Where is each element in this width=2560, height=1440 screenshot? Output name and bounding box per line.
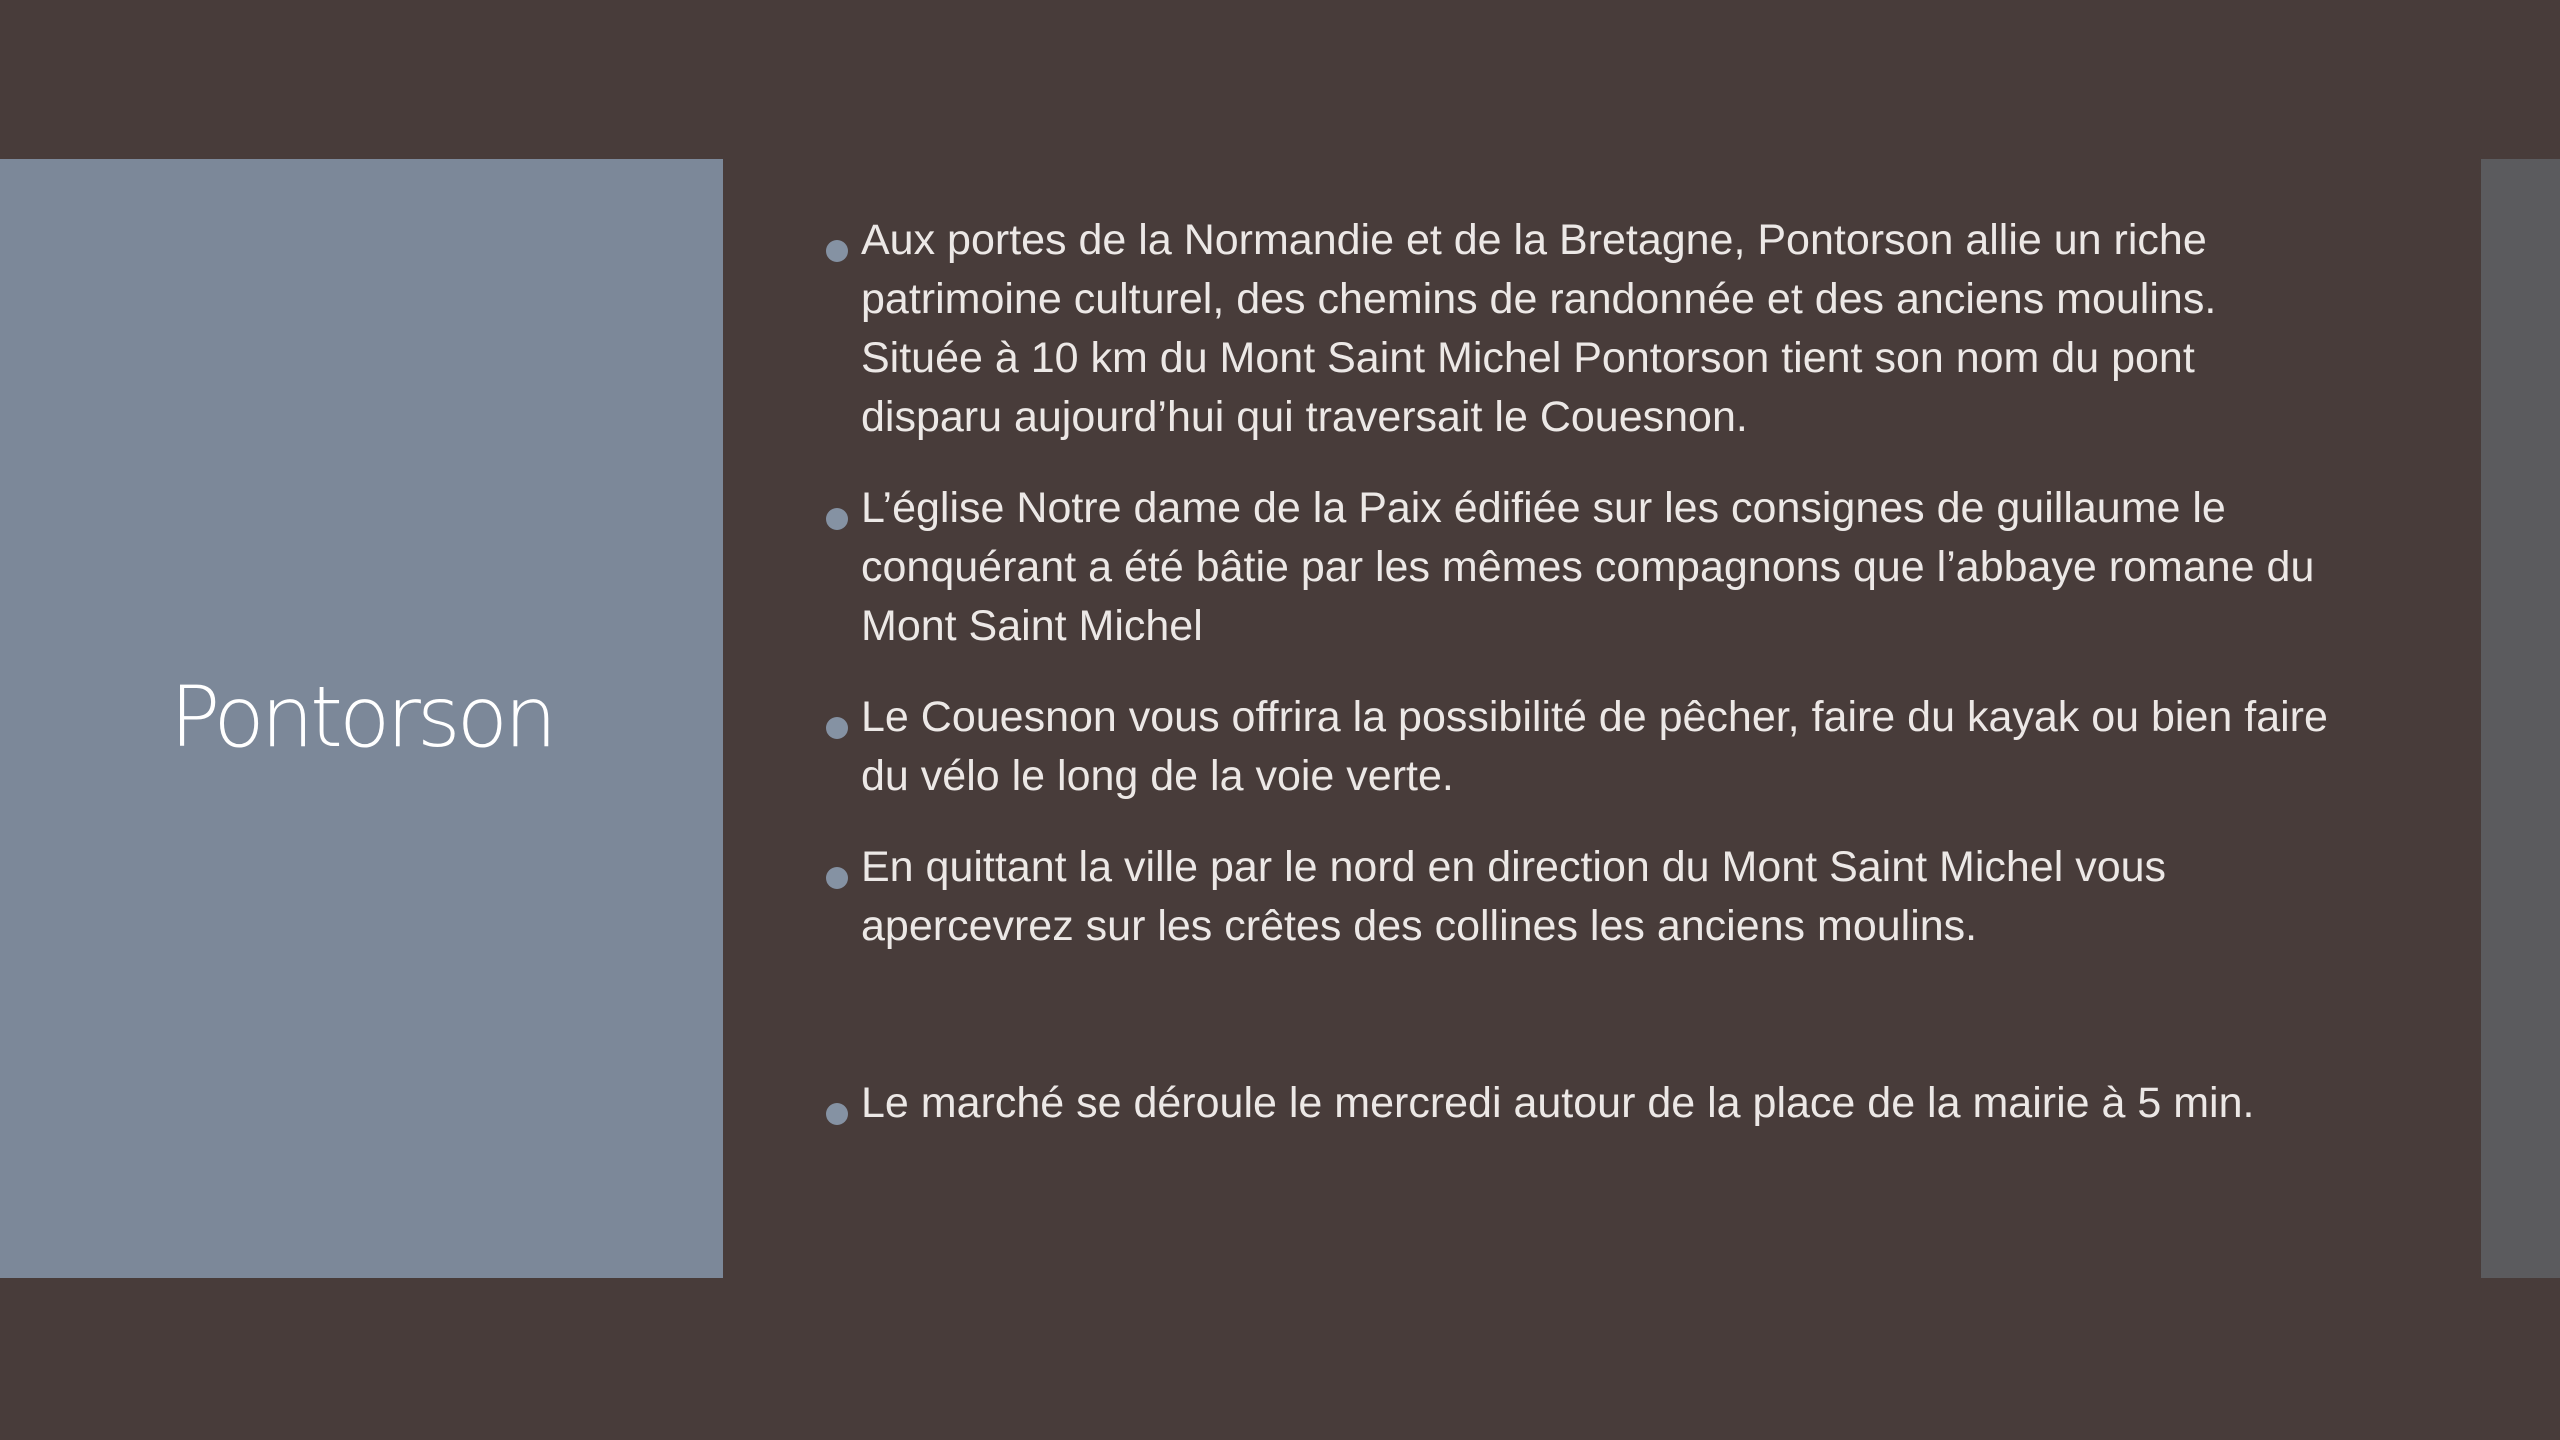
bullet-list (822, 211, 2342, 1165)
bullet-dot-icon (826, 867, 848, 889)
bullet-item (822, 688, 2342, 806)
bullet-text: Le marché se déroule le mercredi autour de la place de la mairie à 5 min. (861, 1079, 2255, 1127)
right-accent-bar (2481, 159, 2560, 1278)
title-panel (0, 159, 723, 1278)
bullet-dot-icon (826, 508, 848, 530)
bullet-text: L’église Notre dame de la Paix édifiée sur les consignes de guillaume le conquérant a été bâtie par les mêmes compagnons que l’abbaye romane du Mont Saint Michel (861, 484, 2315, 650)
bullet-text: Aux portes de la Normandie et de la Bretagne, Pontorson allie un riche patrimoine culturel, des chemins de randonnée et des anciens moulins. Située à 10 km du Mont Saint Michel Pontorson tient son nom du pont disparu aujourd’hui qui traversait le Couesnon. (861, 216, 2217, 441)
bullet-item (822, 479, 2342, 656)
bullet-item (822, 211, 2342, 447)
bullet-dot-icon (826, 717, 848, 739)
slide-title: Pontorson (169, 668, 554, 766)
bullet-dot-icon (826, 1103, 848, 1125)
bullet-text: En quittant la ville par le nord en direction du Mont Saint Michel vous apercevrez sur les crêtes des collines les anciens moulins. (861, 843, 2167, 950)
bullet-text: Le Couesnon vous offrira la possibilité de pêcher, faire du kayak ou bien faire du vélo le long de la voie verte. (861, 693, 2328, 800)
bullet-dot-icon (826, 240, 848, 262)
bullet-item (822, 1074, 2342, 1133)
bullet-item (822, 838, 2342, 956)
